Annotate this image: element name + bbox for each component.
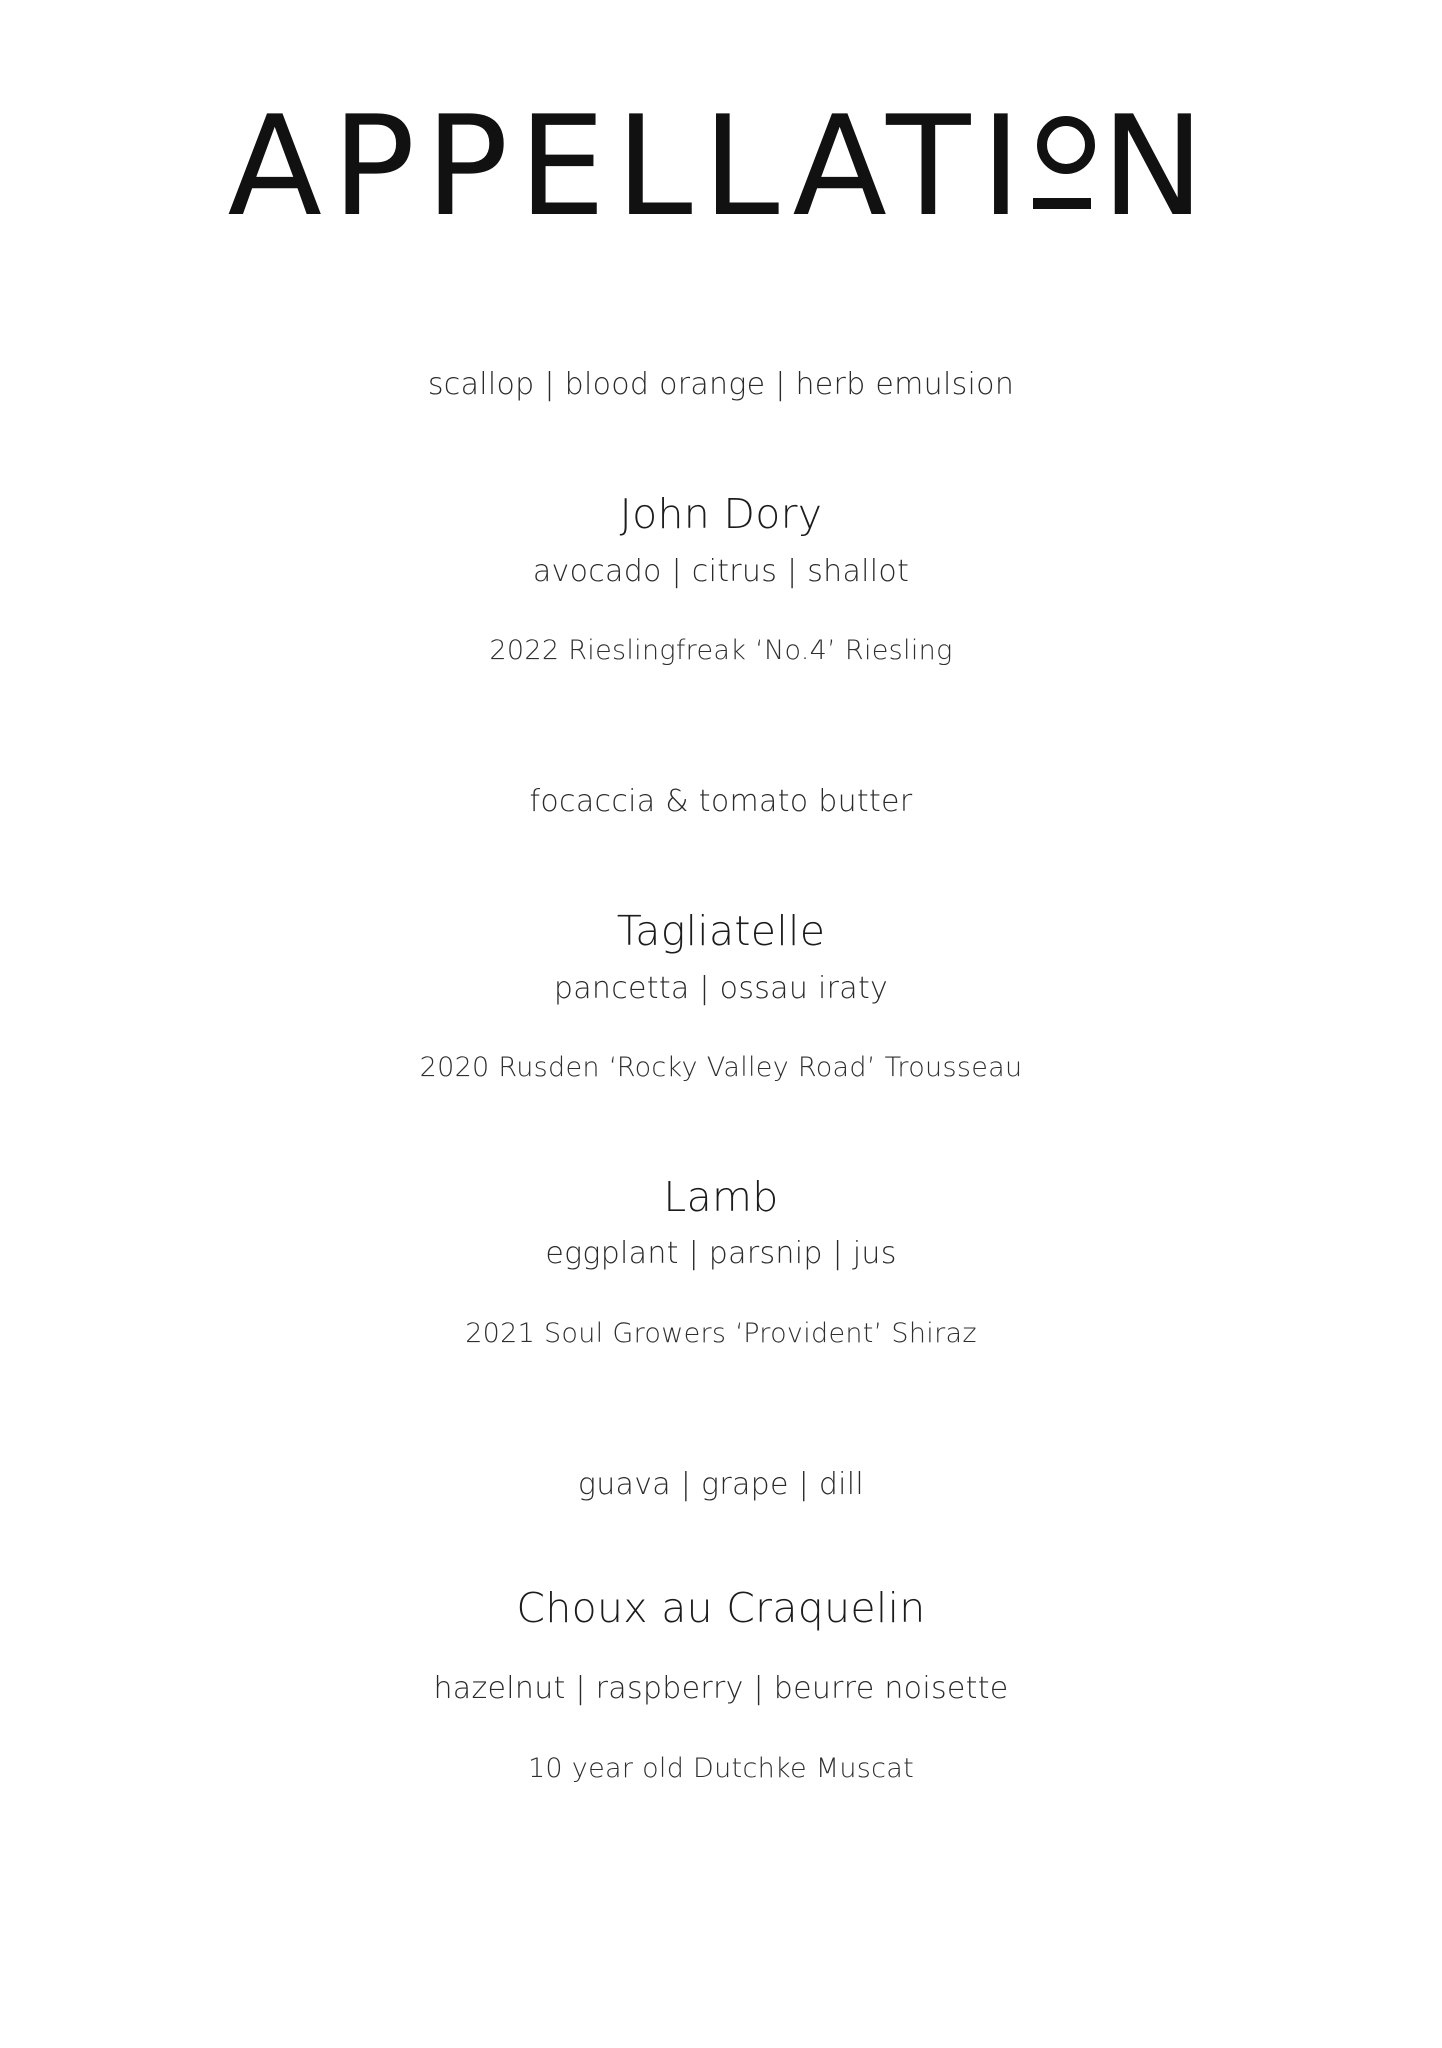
course-title-tagliatelle: Tagliatelle <box>616 907 826 955</box>
course-desc-john-dory: avocado | citrus | shallot <box>532 554 910 589</box>
course-desc-choux: hazelnut | raspberry | beurre noisette <box>433 1671 1009 1706</box>
logo-text-start: APPELLATI <box>227 86 1032 247</box>
snack-scallop: scallop | blood orange | herb emulsion <box>427 367 1015 402</box>
wine-pairing-lamb: 2021 Soul Growers ‘Provident’ Shiraz <box>465 1318 977 1349</box>
snack-guava: guava | grape | dill <box>577 1467 865 1502</box>
wine-pairing-john-dory: 2022 Rieslingfreak ‘No.4’ Riesling <box>489 635 953 666</box>
logo-text-end: N <box>1101 86 1215 247</box>
logo-o-glyph-icon <box>1033 92 1091 242</box>
course-desc-lamb: eggplant | parsnip | jus <box>545 1236 897 1271</box>
restaurant-logo <box>0 86 1442 247</box>
course-title-john-dory: John Dory <box>619 490 823 538</box>
wine-pairing-choux: 10 year old Dutchke Muscat <box>527 1753 915 1784</box>
course-title-choux: Choux au Craquelin <box>516 1584 926 1632</box>
wine-pairing-tagliatelle: 2020 Rusden ‘Rocky Valley Road’ Trousseau <box>419 1052 1023 1083</box>
course-title-lamb: Lamb <box>663 1173 779 1221</box>
course-desc-tagliatelle: pancetta | ossau iraty <box>553 971 889 1006</box>
snack-focaccia: focaccia & tomato butter <box>529 784 913 819</box>
